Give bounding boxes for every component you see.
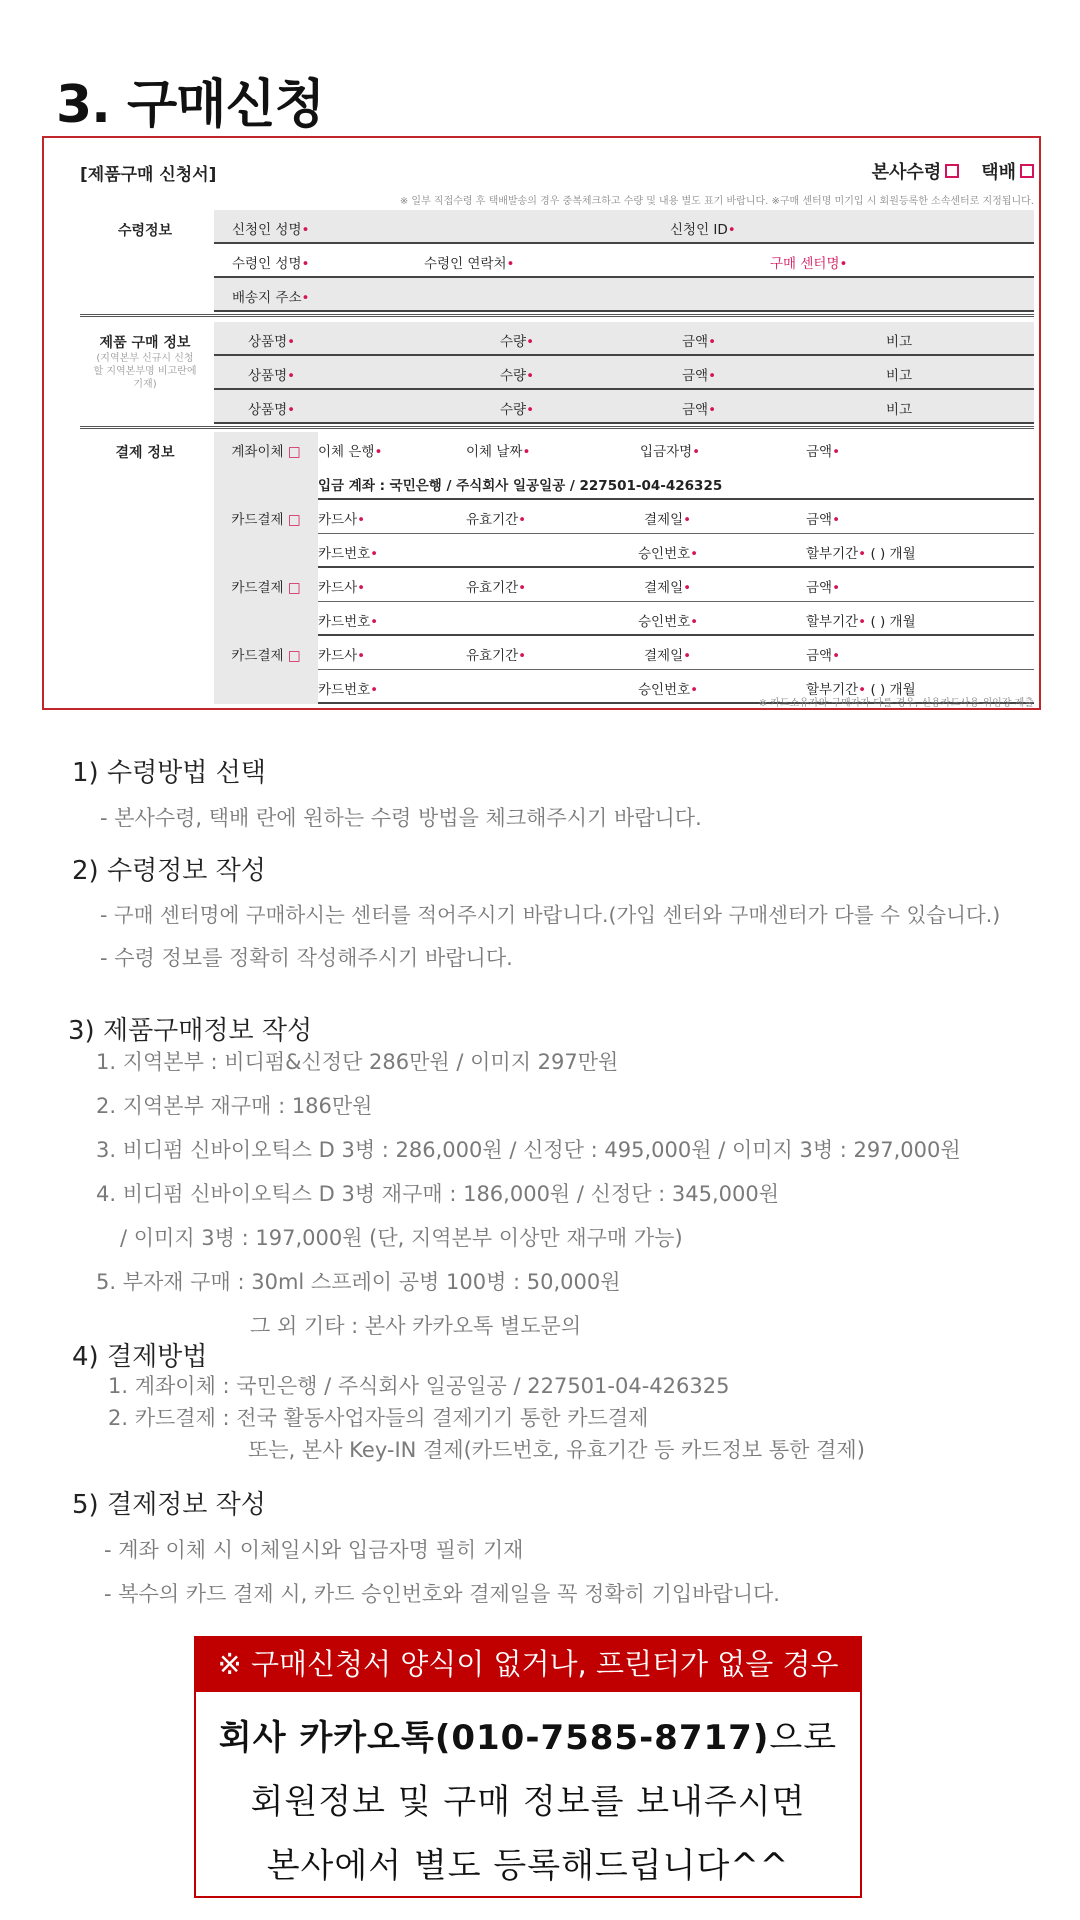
page-title: 3. 구매신청 [56, 75, 324, 135]
card3-row-1 [318, 636, 1034, 670]
step3-title: 3) 제품구매정보 작성 [68, 1016, 313, 1046]
approval-number-field[interactable]: 승인번호• [638, 682, 699, 698]
card3-label: 카드결제 □ [231, 648, 301, 664]
step1-title: 1) 수령방법 선택 [72, 758, 266, 788]
card-number-field[interactable]: 카드번호• [318, 614, 379, 630]
depositor-field[interactable]: 입금자명• [640, 444, 701, 460]
option-delivery-label: 택배 [981, 162, 1016, 183]
receiver-name-field[interactable]: 수령인 성명• [232, 256, 310, 272]
step3-text-1: 1. 지역본부 : 비디펌&신정단 286만원 / 이미지 297만원 [96, 1050, 619, 1074]
card2-row-1 [318, 568, 1034, 602]
amount-field[interactable]: 금액• [682, 402, 717, 418]
step3-text-4: 4. 비디펌 신바이오틱스 D 3병 재구매 : 186,000원 / 신정단 : 345,000원 [96, 1182, 780, 1206]
step4-title: 4) 결제방법 [72, 1342, 208, 1372]
product-row-2 [214, 356, 1034, 390]
step4-text-2: 2. 카드결제 : 전국 활동사업자들의 결제기기 통한 카드결제 [108, 1406, 649, 1430]
step2-text-1: - 구매 센터명에 구매하시는 센터를 적어주시기 바랍니다.(가입 센터와 구매센터가 다를 수 있습니다.) [100, 903, 1001, 927]
applicant-name-field[interactable]: 신청인 성명• [232, 222, 310, 238]
address-field[interactable]: 배송지 주소• [232, 290, 310, 306]
remark-field[interactable]: 비고 [886, 368, 913, 384]
transfer-label: 계좌이체 □ [231, 444, 301, 460]
card1-row-1 [318, 500, 1034, 534]
product-section-note: (지역본부 신규시 신청할 지역본부명 비고란에 기재) [93, 353, 197, 390]
form-note: ※ 일부 직접수령 후 택배발송의 경우 중복체크하고 수량 및 내용 별도 표기 바랍니다. ※구매 센터명 미기입 시 회원등록한 소속센터로 지정됩니다. [399, 196, 1034, 207]
money-field[interactable]: 금액• [806, 580, 841, 596]
center-name-field[interactable]: 구매 센터명• [770, 256, 848, 272]
approval-number-field[interactable]: 승인번호• [638, 614, 699, 630]
card-number-field[interactable]: 카드번호• [318, 546, 379, 562]
purchase-form [42, 136, 1041, 710]
step3-text-3: 3. 비디펌 신바이오틱스 D 3병 : 286,000원 / 신정단 : 495,000원 / 이미지 3병 : 297,000원 [96, 1138, 961, 1162]
notice-line-2: 회원정보 및 구매 정보를 보내주시면 [250, 1782, 806, 1822]
form-title: [제품구매 신청서] [80, 165, 217, 185]
expiry-field[interactable]: 유효기간• [466, 512, 527, 528]
product-row-1 [214, 322, 1034, 356]
step2-title: 2) 수령정보 작성 [72, 856, 266, 886]
amount-field[interactable]: 금액• [682, 368, 717, 384]
form-footer-note: ※ 카드소유자와 구매자가 다를 경우, 신용카드사용 위임장 제출 [758, 698, 1034, 709]
notice-line-1: 회사 카카오톡(010-7585-8717)으로 [218, 1718, 838, 1758]
kakao-contact: 회사 카카오톡(010-7585-8717) [218, 1718, 770, 1758]
approval-number-field[interactable]: 승인번호• [638, 546, 699, 562]
expiry-field[interactable]: 유효기간• [466, 580, 527, 596]
step3-text-7: 그 외 기타 : 본사 카카오톡 별도문의 [250, 1314, 582, 1338]
transfer-row-2 [318, 466, 1034, 500]
section-divider [80, 426, 1034, 429]
product-section-label: 제품 구매 정보 [99, 335, 191, 351]
step3-text-5: / 이미지 3병 : 197,000원 (단, 지역본부 이상만 재구매 가능) [120, 1226, 683, 1250]
receive-row-2 [214, 244, 1034, 278]
step5-text-2: - 복수의 카드 결제 시, 카드 승인번호와 결제일을 꼭 정확히 기입바랍니다. [104, 1582, 780, 1606]
receive-options [872, 158, 1034, 184]
remark-field[interactable]: 비고 [886, 402, 913, 418]
pay-date-field[interactable]: 결제일• [644, 580, 692, 596]
receive-row-3 [214, 278, 1034, 312]
delivery-checkbox[interactable] [1020, 164, 1034, 178]
receiver-contact-field[interactable]: 수령인 연락처• [424, 256, 515, 272]
pay-date-field[interactable]: 결제일• [644, 648, 692, 664]
remark-field[interactable]: 비고 [886, 334, 913, 350]
card-company-field[interactable]: 카드사• [318, 580, 366, 596]
card1-label: 카드결제 □ [231, 512, 301, 528]
transfer-bank-field[interactable]: 이체 은행• [318, 444, 383, 460]
quantity-field[interactable]: 수량• [500, 334, 535, 350]
installment-field[interactable]: 할부기간• ( ) 개월 [806, 682, 916, 698]
card-company-field[interactable]: 카드사• [318, 648, 366, 664]
product-name-field[interactable]: 상품명• [248, 334, 296, 350]
account-info: 입금 계좌 : 국민은행 / 주식회사 일공일공 / 227501-04-426325 [318, 478, 723, 494]
step5-title: 5) 결제정보 작성 [72, 1490, 266, 1520]
transfer-date-field[interactable]: 이체 날짜• [466, 444, 531, 460]
option-hq-label: 본사수령 [871, 162, 942, 183]
quantity-field[interactable]: 수량• [500, 402, 535, 418]
applicant-id-field[interactable]: 신청인 ID• [670, 222, 736, 238]
card-number-field[interactable]: 카드번호• [318, 682, 379, 698]
pay-date-field[interactable]: 결제일• [644, 512, 692, 528]
money-field[interactable]: 금액• [806, 512, 841, 528]
transfer-row-1 [318, 432, 1034, 466]
step3-text-2: 2. 지역본부 재구매 : 186만원 [96, 1094, 373, 1118]
card1-row-2 [318, 534, 1034, 568]
notice-body [194, 1692, 862, 1898]
option-delivery[interactable] [981, 158, 1034, 184]
step3-text-6: 5. 부자재 구매 : 30ml 스프레이 공병 100병 : 50,000원 [96, 1270, 621, 1294]
expiry-field[interactable]: 유효기간• [466, 648, 527, 664]
installment-field[interactable]: 할부기간• ( ) 개월 [806, 546, 916, 562]
card2-label: 카드결제 □ [231, 580, 301, 596]
step5-text-1: - 계좌 이체 시 이체일시와 입금자명 필히 기재 [104, 1538, 524, 1562]
hq-checkbox[interactable] [945, 164, 959, 178]
payment-section-label: 결제 정보 [115, 445, 175, 461]
step2-text-2: - 수령 정보를 정확히 작성해주시기 바랍니다. [100, 946, 513, 970]
step1-text: - 본사수령, 택배 란에 원하는 수령 방법을 체크해주시기 바랍니다. [100, 806, 702, 830]
receive-section-label: 수령정보 [117, 223, 173, 239]
amount-field[interactable]: 금액• [682, 334, 717, 350]
section-divider [80, 314, 1034, 317]
notice-line-3: 본사에서 별도 등록해드립니다^^ [266, 1846, 790, 1886]
money-field[interactable]: 금액• [806, 648, 841, 664]
product-name-field[interactable]: 상품명• [248, 402, 296, 418]
receive-row-1 [214, 210, 1034, 244]
step4-text-1: 1. 계좌이체 : 국민은행 / 주식회사 일공일공 / 227501-04-426325 [108, 1374, 730, 1398]
card2-row-2 [318, 602, 1034, 636]
quantity-field[interactable]: 수량• [500, 368, 535, 384]
product-row-3 [214, 390, 1034, 424]
card-company-field[interactable]: 카드사• [318, 512, 366, 528]
option-hq[interactable] [872, 158, 960, 184]
money-field[interactable]: 금액• [806, 444, 841, 460]
product-name-field[interactable]: 상품명• [248, 368, 296, 384]
notice-header: ※ 구매신청서 양식이 없거나, 프린터가 없을 경우 [194, 1636, 862, 1692]
step4-text-3: 또는, 본사 Key-IN 결제(카드번호, 유효기간 등 카드정보 통한 결제) [248, 1438, 865, 1462]
installment-field[interactable]: 할부기간• ( ) 개월 [806, 614, 916, 630]
